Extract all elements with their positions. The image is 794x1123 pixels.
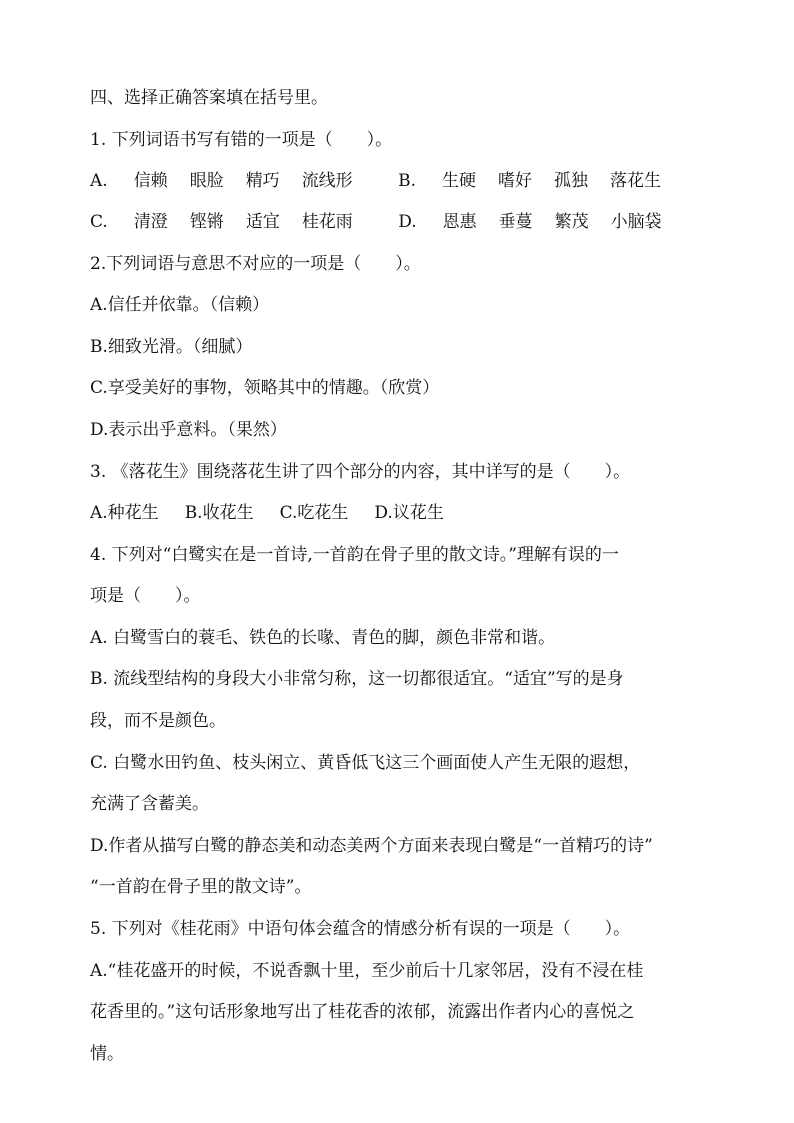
- q4-stem-line2: 项是（ ）。: [90, 586, 201, 606]
- q1-options-cd: [90, 210, 706, 234]
- q2-option-d: D.表示出乎意料。（果然）: [90, 420, 287, 440]
- q2-option-c: C.享受美好的事物，领略其中的情趣。（欣赏）: [90, 378, 440, 398]
- q1-d-word: 恩惠: [442, 212, 477, 232]
- q1-b-word: 落花生: [610, 171, 661, 191]
- q4-stem-line1: 4. 下列对“白鹭实在是一首诗,一首韵在骨子里的散文诗。”理解有误的一: [90, 545, 619, 565]
- section-title: 四、选择正确答案填在括号里。: [90, 88, 328, 108]
- q1-c-word: 桂花雨: [301, 212, 353, 232]
- q5-stem: 5. 下列对《桂花雨》中语句体会蕴含的情感分析有误的一项是（ ）。: [90, 919, 631, 939]
- q1-b-word: 嗜好: [498, 171, 532, 191]
- q3-option-b: B.收花生: [184, 503, 254, 523]
- q3-option-a: A.种花生: [90, 503, 159, 523]
- q4-option-b-line2: 段，而不是颜色。: [90, 711, 226, 731]
- q1-c-word: 铿锵: [189, 212, 224, 232]
- q5-option-a-line3: 情。: [90, 1044, 124, 1064]
- q1-d-word: 小脑袋: [610, 212, 662, 232]
- q1-b-word: 生硬: [442, 171, 476, 191]
- q4-option-c-line1: C. 白鹭水田钓鱼、枝头闲立、黄昏低飞这三个画面使人产生无限的遐想，: [90, 753, 641, 773]
- q1-a-label: A.: [90, 171, 108, 191]
- q1-a-word: 信赖: [133, 171, 168, 191]
- q3-option-d: D.议花生: [374, 503, 444, 523]
- q5-option-a-line1: A.“桂花盛开的时候，不说香飘十里，至少前后十几家邻居，没有不浸在桂: [90, 961, 644, 981]
- q4-option-a: A. 白鹭雪白的蓑毛、铁色的长喙、青色的脚，颜色非常和谐。: [90, 628, 556, 648]
- q1-b-word: 孤独: [554, 171, 588, 191]
- q3-options: [90, 501, 706, 525]
- q1-c-word: 适宜: [245, 212, 280, 232]
- q3-stem: 3. 《落花生》围绕落花生讲了四个部分的内容，其中详写的是（ ）。: [90, 462, 631, 482]
- q4-option-d-line2: “一首韵在骨子里的散文诗”。: [90, 877, 312, 897]
- q4-option-d-line1: D.作者从描写白鹭的静态美和动态美两个方面来表现白鹭是“一首精巧的诗”: [90, 836, 653, 856]
- q1-stem: 1. 下列词语书写有错的一项是（ ）。: [90, 130, 393, 150]
- q4-option-c-line2: 充满了含蓄美。: [90, 794, 209, 814]
- q1-c-label: C.: [90, 212, 108, 232]
- q1-d-label: D.: [398, 212, 417, 232]
- q1-options-ab: [90, 169, 706, 193]
- q1-a-word: 眼脸: [189, 171, 224, 191]
- q1-a-word: 精巧: [245, 171, 280, 191]
- q2-stem: 2.下列词语与意思不对应的一项是（ ）。: [90, 254, 421, 274]
- q4-option-b-line1: B. 流线型结构的身段大小非常匀称，这一切都很适宜。“适宜”写的是身: [90, 669, 624, 689]
- q2-option-b: B.细致光滑。（细腻）: [90, 337, 253, 357]
- q1-b-label: B.: [398, 171, 416, 191]
- q3-option-c: C.吃花生: [279, 503, 349, 523]
- q2-option-a: A.信任并依靠。（信赖）: [90, 295, 270, 315]
- q5-option-a-line2: 花香里的。”这句话形象地写出了桂花香的浓郁，流露出作者内心的喜悦之: [90, 1002, 635, 1022]
- q1-d-word: 繁茂: [554, 212, 589, 232]
- q1-c-word: 清澄: [133, 212, 168, 232]
- q1-a-word: 流线形: [301, 171, 353, 191]
- q1-d-word: 垂蔓: [498, 212, 533, 232]
